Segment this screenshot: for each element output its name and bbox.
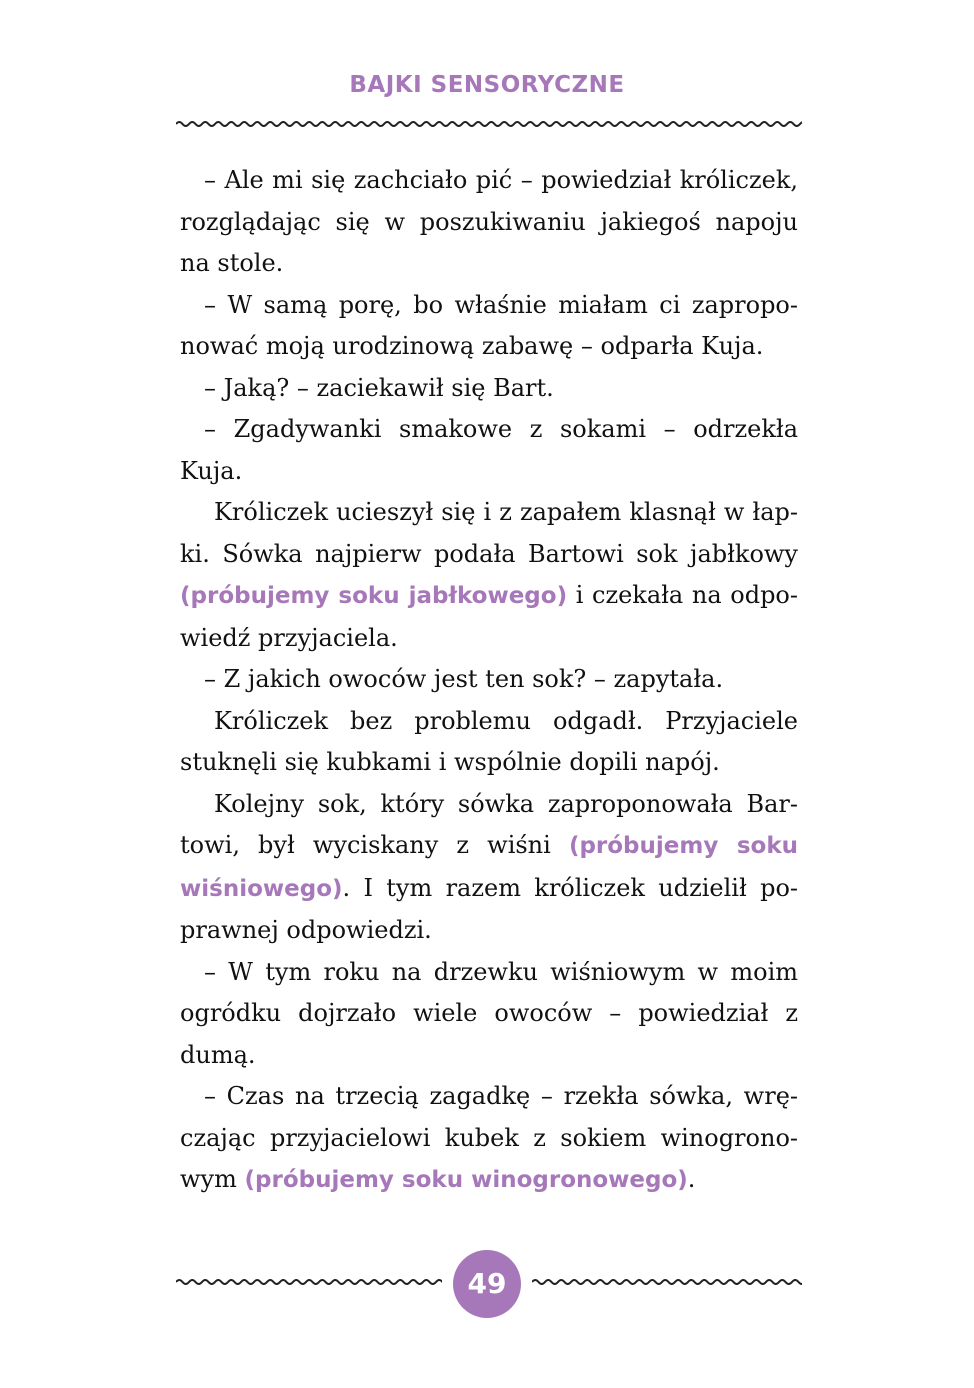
wavy-divider-bottom-left [176, 1272, 442, 1292]
text-run: Kolejny sok, który sówka zaproponowała Bartowi, był wyciskany z wiśni [180, 789, 798, 859]
text-run: – W tym roku na drzewku wiśniowym w moim ogródku dojrzało wiele owoców – powiedział z dumą. [180, 957, 798, 1069]
story-text [180, 160, 798, 1202]
text-run: Króliczek ucieszył się i z zapałem klasnął w łapki. Sówka najpierw podała Bartowi sok jabłkowy [180, 498, 798, 568]
wave-line [176, 122, 802, 126]
text-run: . I tym razem króliczek udzielił poprawnej odpowiedzi. [180, 873, 798, 944]
text-run: – Z jakich owoców jest ten sok? – zapytała. [204, 665, 724, 693]
narration-paragraph [180, 784, 798, 952]
wave-line [532, 1280, 802, 1284]
tasting-instruction: (próbujemy soku jabłkowego) [180, 583, 568, 609]
page-number-badge: 49 [453, 1250, 521, 1318]
narration-paragraph [180, 492, 798, 659]
running-header: BAJKI SENSORYCZNE [349, 72, 625, 98]
text-run: – Jaką? – zaciekawił się Bart. [204, 373, 554, 402]
text-run: – W samą porę, bo właśnie miałam ci zaproponować moją urodzinową zabawę – odparła Kuja. [180, 290, 798, 360]
text-run: – Ale mi się zachciało pić – powiedział króliczek, rozglądając się w poszukiwaniu jakiegoś napoju na stole. [180, 166, 798, 277]
wavy-divider-bottom-right [532, 1272, 802, 1292]
tasting-instruction: (próbujemy soku wiśniowego) [180, 833, 798, 902]
text-run: i czekała na odpowiedź przyjaciela. [180, 581, 798, 652]
dialogue-paragraph [180, 1076, 798, 1202]
text-run: Króliczek bez problemu odgadł. Przyjaciele stuknęli się kubkami i wspólnie dopili napój. [180, 706, 798, 776]
wavy-divider-top [176, 114, 802, 134]
dialogue-paragraph [180, 659, 798, 701]
text-run: . [687, 1165, 696, 1193]
dialogue-paragraph [180, 160, 798, 285]
dialogue-paragraph [180, 285, 798, 368]
text-run: – Czas na trzecią zagadkę – rzekła sówka, wręczając przyjacielowi kubek z sokiem winogronowym [180, 1082, 798, 1193]
dialogue-paragraph [180, 952, 798, 1077]
narration-paragraph [180, 701, 798, 784]
dialogue-paragraph [180, 409, 798, 492]
text-run: – Zgadywanki smakowe z sokami – odrzekła Kuja. [180, 415, 798, 485]
tasting-instruction: (próbujemy soku winogronowego) [244, 1167, 688, 1193]
dialogue-paragraph [180, 368, 798, 410]
wave-line [176, 1280, 442, 1284]
